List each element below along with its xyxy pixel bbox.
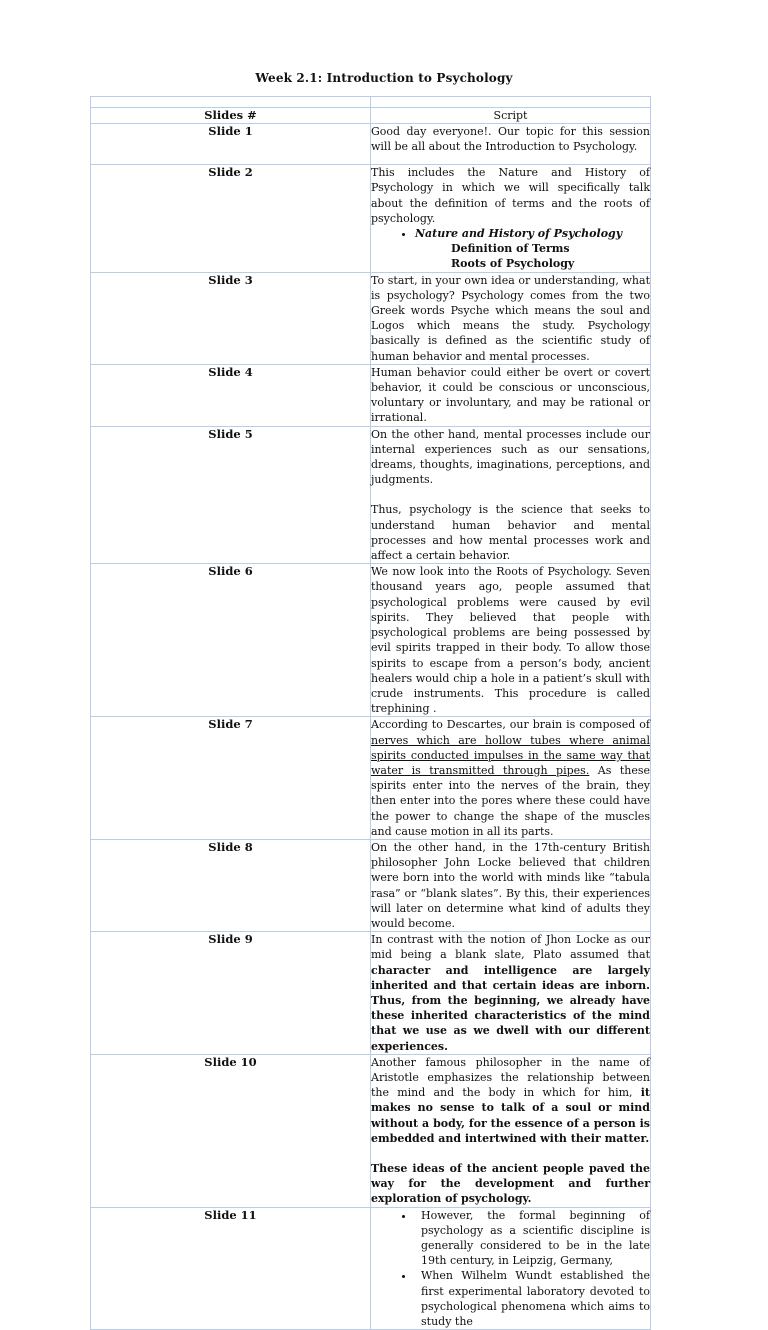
- script-text: Thus, psychology is the science that seeks to understand human behavior and mental processes and how mental processes work and affect a certain behavior.: [371, 503, 650, 563]
- script-text: Good day everyone!. Our topic for this session will be all about the Introduction to Psychology.: [371, 125, 650, 154]
- slides-column-header: Slides #: [91, 108, 371, 124]
- slides-script-table: [90, 96, 651, 1330]
- bold-text: character and intelligence are largely inherited and that certain ideas are inborn. Thus, from the beginning, we already have these inherited characteristics of the mind that we use as we dwell with our different experiences.: [371, 963, 650, 1053]
- slide-script: [371, 932, 651, 1055]
- table-row: [91, 1054, 651, 1207]
- slide-number: Slide 5: [91, 426, 371, 564]
- table-row: [91, 364, 651, 426]
- spacer-cell: [91, 97, 371, 108]
- script-text-segment: In contrast with the notion of Jhon Locke as our mid being a blank slate, Plato assumed that: [371, 933, 650, 962]
- slide-script: [371, 272, 651, 364]
- slide-script: [371, 364, 651, 426]
- spacer-cell: [371, 97, 651, 108]
- script-text: [371, 1055, 650, 1146]
- script-text: We now look into the Roots of Psychology. Seven thousand years ago, people assumed that psychological problems were caused by evil spirits. They believed that people with psychological problems are being possessed by evil spirits trapped in their body. To allow those spirits to escape from a person’s body, ancient healers would chip a hole in a patient’s skull with crude instruments. This procedure is called trephining .: [371, 565, 650, 716]
- bullet-list: [371, 1208, 650, 1330]
- table-row: [91, 932, 651, 1055]
- slide-script: [371, 564, 651, 717]
- script-text: On the other hand, mental processes include our internal experiences such as our sensations, dreams, thoughts, imaginations, perceptions, and judgments.: [371, 427, 650, 487]
- list-item: • However, the formal beginning of psychology as a scientific discipline is generally considered to be in the late 19th century, in Leipzig, Germany,: [415, 1208, 650, 1269]
- slide-script: [371, 1207, 651, 1330]
- list-item: • Nature and History of Psychology: [415, 226, 650, 241]
- sub-item: Roots of Psychology: [451, 257, 575, 271]
- slide-number: Slide 8: [91, 839, 371, 931]
- table-row: [91, 124, 651, 165]
- slide-number: Slide 3: [91, 272, 371, 364]
- slide-script: [371, 165, 651, 272]
- script-text: On the other hand, in the 17th-century British philosopher John Locke believed that children were born into the world with minds like “tabula rasa” or “blank slates”. By this, their experiences will later on determine what kind of adults they would become.: [371, 840, 650, 930]
- script-text: This includes the Nature and History of Psychology in which we will specifically talk about the definition of terms and the roots of psychology.: [371, 166, 650, 225]
- table-row: [91, 272, 651, 364]
- script-text: These ideas of the ancient people paved the way for the development and further exploration of psychology.: [371, 1162, 650, 1206]
- table-spacer-row: [91, 97, 651, 108]
- script-column-header: Script: [371, 108, 651, 124]
- slide-number: Slide 2: [91, 165, 371, 272]
- table-row: [91, 1207, 651, 1330]
- table-row: [91, 564, 651, 717]
- slide-script: [371, 426, 651, 564]
- table-row: [91, 165, 651, 272]
- script-text: [371, 932, 650, 1054]
- underlined-text: nerves which are hollow tubes where animal spirits conducted impulses in the same way that water is transmitted through pipes.: [371, 733, 650, 777]
- script-text: Human behavior could either be overt or covert behavior, it could be conscious or unconscious, voluntary or involuntary, and may be rational or irrational.: [371, 365, 650, 425]
- paragraph-gap: [371, 1146, 650, 1161]
- list-item: • When Wilhelm Wundt established the first experimental laboratory devoted to psychological phenomena which aims to study the: [415, 1268, 650, 1329]
- slide-script: [371, 1054, 651, 1207]
- table-row: [91, 839, 651, 931]
- slide-script: [371, 717, 651, 840]
- script-text-segment: Another famous philosopher in the name of Aristotle emphasizes the relationship between the mind and the body in which for him,: [371, 1055, 650, 1100]
- table-header-row: [91, 108, 651, 124]
- slide-number: Slide 4: [91, 364, 371, 426]
- script-text: [371, 717, 650, 839]
- slide-script: [371, 124, 651, 165]
- slide-number: Slide 10: [91, 1054, 371, 1207]
- table-row: [91, 717, 651, 840]
- slide-number: Slide 1: [91, 124, 371, 165]
- script-text-segment: As these spirits enter into the nerves of the brain, they then enter into the pores where these could have the power to change the shape of the muscles and cause motion in all its parts.: [371, 763, 650, 838]
- slide-script: [371, 839, 651, 931]
- script-text: To start, in your own idea or understanding, what is psychology? Psychology comes from the two Greek words Psyche which means the soul and Logos which means the study. Psychology basically is defined as the scientific study of human behavior and mental processes.: [371, 273, 650, 363]
- document-title: Week 2.1: Introduction to Psychology: [255, 71, 513, 85]
- paragraph-gap: [371, 487, 650, 502]
- script-text-segment: According to Descartes, our brain is composed of: [371, 718, 650, 732]
- slide-number: Slide 7: [91, 717, 371, 840]
- bullet-list: [371, 226, 650, 241]
- sub-item: Definition of Terms: [451, 242, 570, 256]
- table-row: [91, 426, 651, 564]
- slide-number: Slide 11: [91, 1207, 371, 1330]
- bold-text: it makes no sense to talk of a soul or mind without a body, for the essence of a person is embedded and intertwined with their matter.: [371, 1086, 650, 1145]
- slide-number: Slide 9: [91, 932, 371, 1055]
- slide-number: Slide 6: [91, 564, 371, 717]
